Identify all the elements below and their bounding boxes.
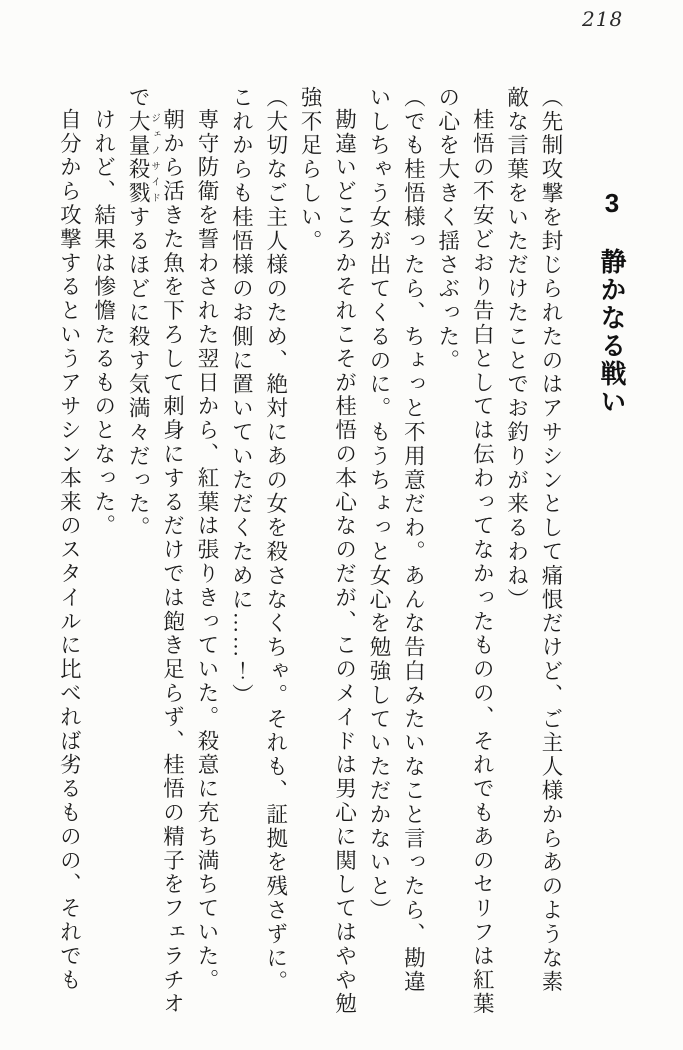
paragraph: （でも桂悟様ったら、ちょっと不用意だわ。あんな告白みたいなこと言ったら、勘違いしちゃう女が出てくるのに。もうちょっと女心を勉強していただかないと）: [366, 86, 426, 995]
paragraph: けれど、結果は惨憺たるものとなった。: [91, 107, 116, 538]
paragraph: （大切なご主人様のため、絶対にあの女を殺さなくちゃ。それも、証拠を残さずに。これからも桂悟様のお側に置いていただくために……！）: [229, 86, 288, 995]
paragraph: 専守防衛を誓わされた翌日から、紅葉は張りきっていた。殺意に充ち満ちていた。: [194, 107, 219, 992]
paragraph: 桂悟の不安どおり告白としては伝わってなかったものの、それでもあのセリフは紅葉の心を大きく揺さぶった。: [435, 86, 495, 1016]
ruby-annotated-word: 大量殺戮 ジェノサイド: [126, 109, 160, 206]
paragraph: 自分から攻撃するというアサシン本来のスタイルに比べれば劣るものの、それでも: [57, 107, 82, 992]
vertical-text-flow: [55, 86, 631, 1018]
chapter-heading: 3 静かなる戦い: [597, 188, 627, 416]
page-number: 218: [582, 7, 624, 31]
paragraph: 勘違いどころかそれこそが桂悟の本心なのだが、このメイドは男心に関してはやや勉強不足らしい。: [298, 86, 357, 1016]
body-text: [52, 86, 568, 1018]
paragraph: （先制攻撃を封じられたのはアサシンとして痛恨だけど、ご主人様からあのような素敵な言葉をいただけたことでお釣りが来るわね）: [504, 86, 563, 995]
paragraph: 朝から活きた魚を下ろして刺身にするだけでは飽き足らず、桂悟の精子をフェラチオで大量殺戮 ジェノサイドするほどに殺す気満々だった。: [126, 86, 185, 1016]
